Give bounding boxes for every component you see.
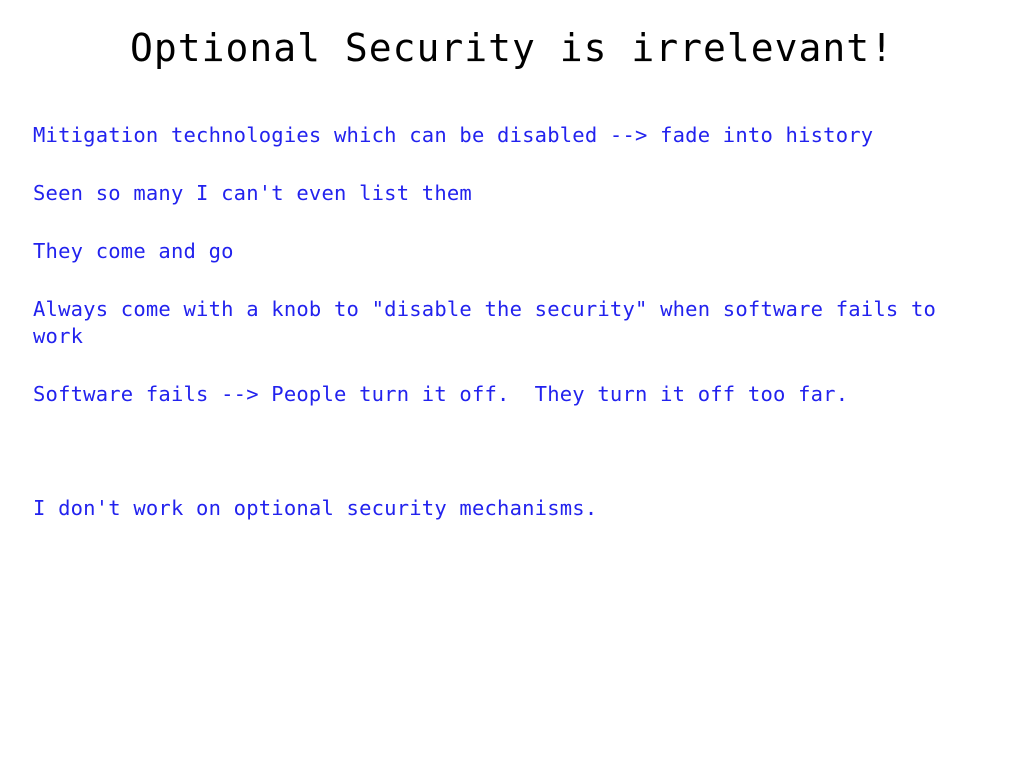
body-line: Software fails --> People turn it off. They turn it off too far. [33, 382, 849, 406]
slide-body [33, 122, 993, 553]
body-line: Always come with a knob to "disable the security" when software fails to work [33, 297, 949, 348]
body-line: Seen so many I can't even list them [33, 181, 472, 205]
body-line: I don't work on optional security mechanisms. [33, 496, 598, 520]
body-spacer [33, 439, 993, 495]
body-line: Mitigation technologies which can be disabled --> fade into history [33, 123, 874, 147]
body-line: They come and go [33, 239, 234, 263]
page-title: Optional Security is irrelevant! [129, 26, 895, 70]
